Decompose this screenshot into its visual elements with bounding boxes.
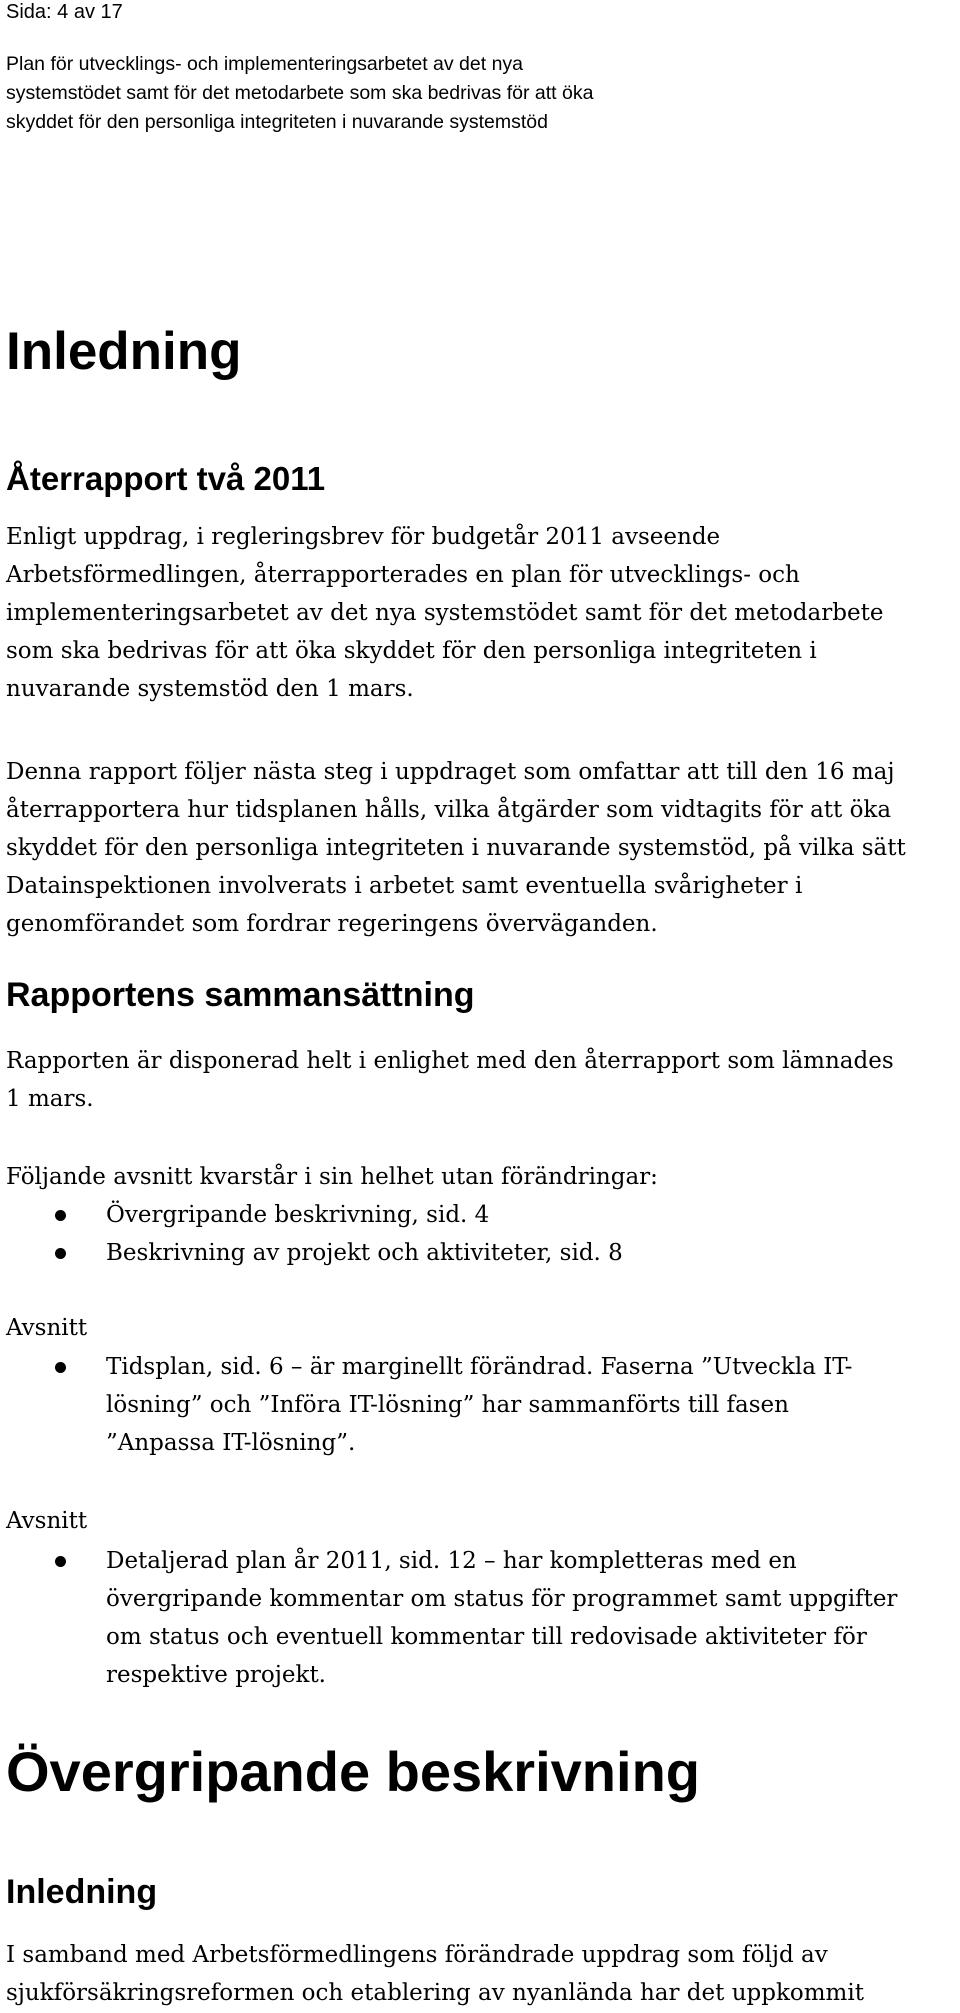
list-item-text: [106, 1542, 936, 1694]
list-item-text: [106, 1348, 936, 1462]
list-item-line: lösning” och ”Införa IT-lösning” har sammanförts till fasen: [106, 1392, 789, 1418]
paragraph-line: 1 mars.: [6, 1086, 94, 1112]
list-item: [6, 1234, 936, 1272]
bullet-icon: [55, 1210, 66, 1221]
list-item: [6, 1348, 936, 1462]
list-item-line: respektive projekt.: [106, 1662, 326, 1688]
paragraph-line: som ska bedrivas för att öka skyddet för den personliga integriteten i: [6, 638, 817, 664]
heading-rapportens-sammansattning: Rapportens sammansättning: [6, 976, 475, 1014]
running-header-line: skyddet för den personliga integriteten i nuvarande systemstöd: [6, 111, 548, 133]
running-header-line: systemstödet samt för det metodarbete som ska bedrivas för att öka: [6, 82, 594, 104]
heading-aterrapport: Återrapport två 2011: [6, 460, 326, 497]
paragraph-line: Enligt uppdrag, i regleringsbrev för budgetår 2011 avseende: [6, 524, 721, 550]
running-header: [6, 50, 936, 137]
bullet-icon: [55, 1248, 66, 1259]
heading-inledning: Inledning: [6, 322, 242, 381]
list-item-line: Tidsplan, sid. 6 – är marginellt förändrad. Faserna ”Utveckla IT-: [106, 1354, 853, 1380]
bullet-icon: [55, 1556, 66, 1567]
paragraph-line: Arbetsförmedlingen, återrapporterades en plan för utvecklings- och: [6, 562, 800, 588]
running-header-line: Plan för utvecklings- och implementeringsarbetet av det nya: [6, 53, 524, 75]
paragraph-rapporten-ar-disponerad: [6, 1042, 936, 1118]
list-item-line: Detaljerad plan år 2011, sid. 12 – har kompletteras med en: [106, 1548, 797, 1574]
list-item-line: ”Anpassa IT-lösning”.: [106, 1430, 356, 1456]
list-item-text: Övergripande beskrivning, sid. 4: [106, 1202, 490, 1228]
label-avsnitt: Avsnitt: [6, 1315, 88, 1341]
paragraph-i-samband: [6, 1936, 936, 2012]
paragraph-enligt-uppdrag: [6, 518, 936, 708]
paragraph-line: implementeringsarbetet av det nya systemstödet samt för det metodarbete: [6, 600, 884, 626]
bullet-icon: [55, 1362, 66, 1373]
list-item-text: Beskrivning av projekt och aktiviteter, sid. 8: [106, 1240, 623, 1266]
paragraph-line: skyddet för den personliga integriteten i nuvarande systemstöd, på vilka sätt: [6, 835, 906, 861]
paragraph-line: Datainspektionen involverats i arbetet samt eventuella svårigheter i: [6, 873, 803, 899]
paragraph-line: sjukförsäkringsreformen och etablering av nyanlända har det uppkommit: [6, 1980, 864, 2006]
paragraph-line: Rapporten är disponerad helt i enlighet med den återrapport som lämnades: [6, 1048, 894, 1074]
paragraph-line: nuvarande systemstöd den 1 mars.: [6, 676, 414, 702]
paragraph-denna-rapport: [6, 753, 936, 943]
paragraph-line: återrapportera hur tidsplanen hålls, vilka åtgärder som vidtagits för att öka: [6, 797, 892, 823]
heading-overgripande-beskrivning: Övergripande beskrivning: [6, 1740, 700, 1803]
label-avsnitt: Avsnitt: [6, 1508, 88, 1534]
heading-inledning-2: Inledning: [6, 1873, 158, 1911]
list-item: [6, 1542, 936, 1694]
paragraph-foljande-avsnitt: Följande avsnitt kvarstår i sin helhet utan förändringar:: [6, 1164, 658, 1190]
list-item-line: om status och eventuell kommentar till redovisade aktiviteter för: [106, 1624, 867, 1650]
page-number: Sida: 4 av 17: [6, 1, 123, 23]
paragraph-line: I samband med Arbetsförmedlingens förändrade uppdrag som följd av: [6, 1942, 828, 1968]
list-item-line: övergripande kommentar om status för programmet samt uppgifter: [106, 1586, 898, 1612]
list-item: [6, 1196, 936, 1234]
paragraph-line: Denna rapport följer nästa steg i uppdraget som omfattar att till den 16 maj: [6, 759, 895, 785]
paragraph-line: genomförandet som fordrar regeringens överväganden.: [6, 911, 658, 937]
